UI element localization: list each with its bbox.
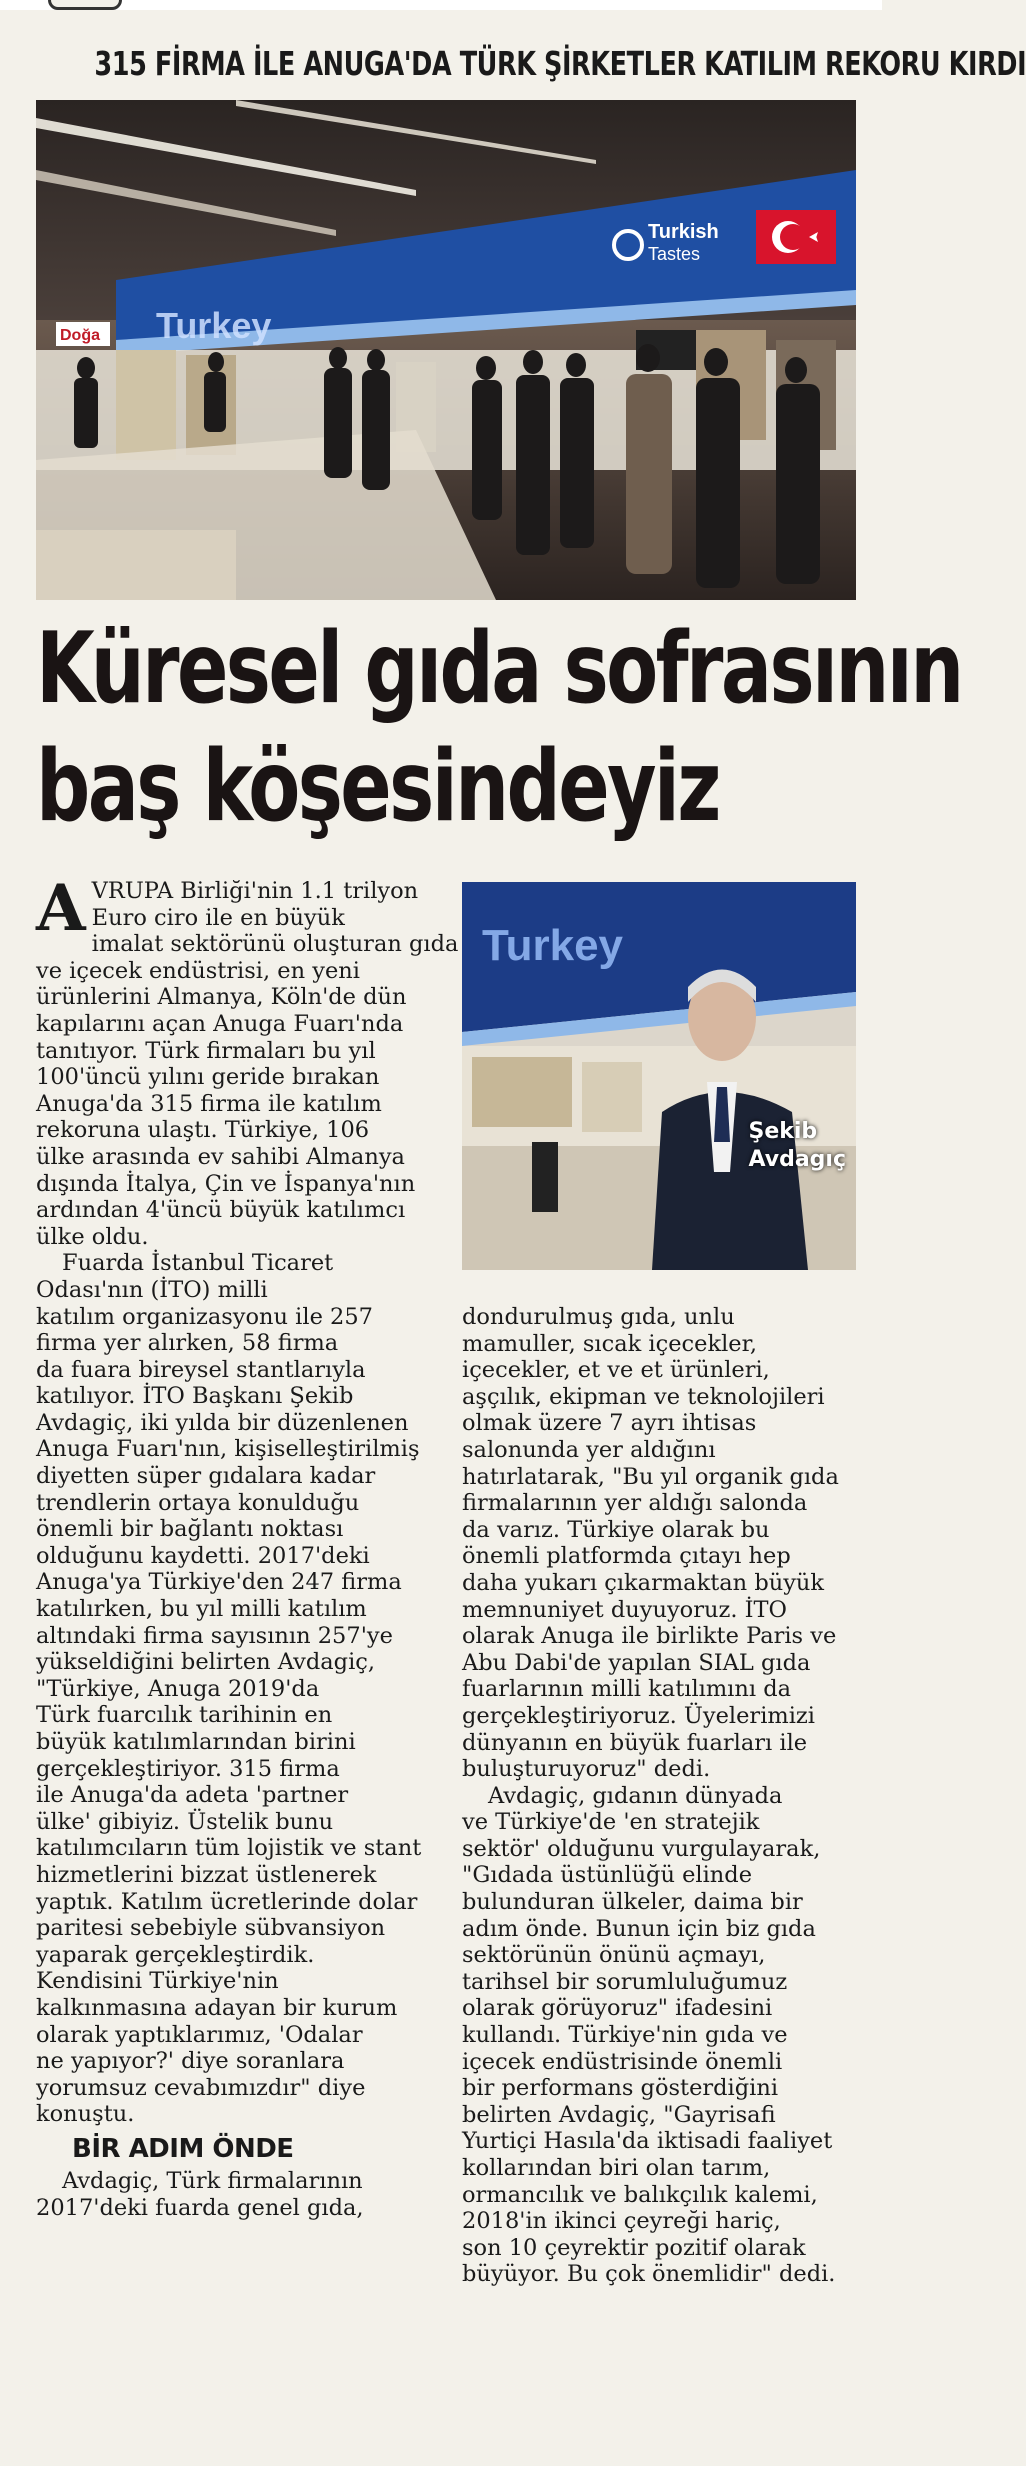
text-line: ülke arasında ev sahibi Almanya	[36, 1143, 405, 1170]
text-line: ardından 4'üncü büyük katılımcı	[36, 1197, 406, 1224]
text-line: katılıyor. İTO Başkanı Şekib	[36, 1383, 354, 1410]
text-line: kollarından biri olan tarım,	[462, 2155, 771, 2181]
text-line: Anuga Fuarı'nın, kişiselleştirilmiş	[36, 1436, 420, 1463]
text-line: ve içecek endüstrisi, en yeni	[36, 957, 360, 984]
text-line: yorumsuz cevabımızdır" diye	[36, 2074, 366, 2101]
headline-line-1: Küresel gıda sofrasının	[36, 612, 962, 726]
text-line: da varız. Türkiye olarak bu	[462, 1516, 770, 1543]
column-1-continued	[36, 2168, 456, 2221]
column-2-text	[462, 1304, 858, 2288]
text-line: belirten Avdagiç, "Gayrisafi	[462, 2101, 776, 2128]
text-line: "Türkiye, Anuga 2019'da	[36, 1675, 320, 1702]
text-line: önemli bir bağlantı noktası	[36, 1516, 344, 1543]
text-line: ülke oldu.	[36, 1223, 149, 1250]
text-line: tanıtıyor. Türk firmaları bu yıl	[36, 1037, 376, 1064]
text-line: katılımcıların tüm lojistik ve stant	[36, 1835, 422, 1862]
text-line: Euro ciro ile en büyük	[91, 904, 345, 931]
text-line: altındaki firma sayısının 257'ye	[36, 1622, 393, 1649]
text-line: VRUPA Birliği'nin 1.1 trilyon	[91, 878, 419, 904]
main-photo	[36, 100, 856, 600]
text-line: Yurtiçi Hasıla'da iktisadi faaliyet	[462, 2128, 833, 2155]
text-line: katılım organizasyonu ile 257	[36, 1303, 373, 1330]
text-line: kullandı. Türkiye'nin gıda ve	[462, 2022, 788, 2049]
text-line: hatırlatarak, "Bu yıl organik gıda	[462, 1463, 839, 1490]
drop-cap: A	[36, 871, 86, 946]
text-line: firmalarının yer aldığı salonda	[462, 1490, 808, 1517]
text-line: daha yukarı çıkarmaktan büyük	[462, 1569, 825, 1596]
text-line: kapılarını açan Anuga Fuarı'nda	[36, 1010, 404, 1037]
text-line: olarak yaptıklarımız, 'Odalar	[36, 2021, 363, 2048]
headline-line-2: baş köşesindeyiz	[36, 730, 719, 844]
text-line: olarak görüyoruz" ifadesini	[462, 1995, 773, 2022]
text-line: hizmetlerini bizzat üstlenerek	[36, 1861, 377, 1888]
text-line: büyüyor. Bu çok önemlidir" dedi.	[462, 2261, 836, 2288]
text-line: rekoruna ulaştı. Türkiye, 106	[36, 1117, 370, 1144]
text-line: adım önde. Bunun için biz gıda	[462, 1915, 816, 1942]
text-line: paritesi sebebiyle sübvansiyon	[36, 1915, 386, 1942]
text-line: içecek endüstrisinde önemli	[462, 2048, 783, 2075]
text-line: konuştu.	[36, 2101, 135, 2128]
text-line: gerçekleştiriyoruz. Üyelerimizi	[462, 1702, 815, 1729]
text-line: da fuara bireysel stantlarıyla	[36, 1356, 366, 1383]
text-line: kalkınmasına adayan bir kurum	[36, 1994, 398, 2021]
inset-banner-text: Turkey	[482, 921, 624, 970]
text-line: Anuga'ya Türkiye'den 247 firma	[36, 1569, 402, 1596]
caption-line-1: Şekib	[748, 1119, 818, 1144]
column-1-text	[36, 871, 459, 2128]
headline	[36, 610, 962, 846]
text-line: ile Anuga'da adeta 'partner	[36, 1782, 349, 1809]
text-line: olmak üzere 7 ayrı ihtisas	[462, 1410, 757, 1437]
text-line: katılırken, bu yıl milli katılım	[36, 1596, 367, 1623]
text-line: Türk fuarcılık tarihinin en	[36, 1702, 333, 1729]
text-line: dondurulmuş gıda, unlu	[462, 1304, 735, 1330]
text-line: gerçekleştiriyor. 315 firma	[36, 1755, 340, 1782]
text-line: olduğunu kaydetti. 2017'deki	[36, 1542, 370, 1569]
photo-caption	[748, 1118, 846, 1174]
text-line: ülke' gibiyiz. Üstelik bunu	[36, 1808, 334, 1835]
text-line: bir performans gösterdiğini	[462, 2075, 779, 2102]
text-line: 2017'deki fuarda genel gıda,	[36, 2194, 364, 2221]
text-line: salonunda yer aldığını	[462, 1436, 716, 1463]
text-line: ne yapıyor?' diye soranlara	[36, 2048, 345, 2075]
text-line: mamuller, sıcak içecekler,	[462, 1330, 758, 1357]
text-line: imalat sektörünü oluşturan gıda	[91, 931, 459, 958]
text-line: dünyanın en büyük fuarları ile	[462, 1729, 808, 1756]
body-column-2	[462, 1304, 858, 2288]
text-line: Fuarda İstanbul Ticaret	[62, 1250, 334, 1277]
logo-text-1: Turkish	[648, 221, 719, 243]
fair-hall-illustration	[36, 100, 856, 600]
text-line: ormancılık ve balıkçılık kalemi,	[462, 2181, 818, 2208]
text-line: fuarlarının milli katılımını da	[462, 1676, 792, 1703]
text-line: sektörünün önünü açmayı,	[462, 1942, 766, 1969]
text-line: diyetten süper gıdalara kadar	[36, 1463, 376, 1490]
text-line: 100'üncü yılını geride bırakan	[36, 1064, 380, 1091]
text-line: Avdagiç, gıdanın dünyada	[488, 1782, 783, 1809]
subheading: BİR ADIM ÖNDE	[72, 2133, 294, 2164]
text-line: sektör' olduğunu vurgulayarak,	[462, 1835, 821, 1862]
text-line: trendlerin ortaya konulduğu	[36, 1489, 360, 1516]
text-line: buluşturuyoruz" dedi.	[462, 1756, 711, 1783]
text-line: son 10 çeyrektir pozitif olarak	[462, 2234, 806, 2261]
portrait-illustration	[462, 882, 856, 1270]
doga-sign: Doğa	[60, 327, 100, 344]
banner-text: Turkey	[156, 305, 272, 346]
text-line: tarihsel bir sorumluluğumuz	[462, 1968, 788, 1995]
text-line: aşçılık, ekipman ve teknolojileri	[462, 1383, 825, 1410]
top-edge	[0, 0, 882, 10]
text-line: Anuga'da 315 firma ile katılım	[36, 1090, 382, 1117]
text-line: Avdagiç, iki yılda bir düzenlenen	[36, 1409, 409, 1436]
text-line: 2018'in ikinci çeyreği hariç,	[462, 2208, 781, 2235]
text-line: ürünlerini Almanya, Köln'de dün	[36, 984, 407, 1011]
article-kicker: 315 FİRMA İLE ANUGA'DA TÜRK ŞİRKETLER KATILIM REKORU KIRDI	[94, 44, 1026, 83]
text-line: ve Türkiye'de 'en stratejik	[462, 1809, 760, 1836]
body-column-1	[36, 871, 459, 2221]
caption-line-2: Avdagıç	[748, 1147, 846, 1172]
text-line: yaptık. Katılım ücretlerinde dolar	[36, 1888, 418, 1915]
text-line: memnuniyet duyuyoruz. İTO	[462, 1596, 787, 1623]
text-line: yükseldiğini belirten Avdagiç,	[36, 1649, 376, 1676]
text-line: olarak Anuga ile birlikte Paris ve	[462, 1623, 837, 1650]
inset-photo	[462, 882, 856, 1270]
text-line: büyük katılımlarından birini	[36, 1729, 356, 1755]
text-line: Abu Dabi'de yapılan SIAL gıda	[462, 1649, 811, 1676]
text-line: Avdagiç, Türk firmalarının	[62, 2167, 363, 2194]
page-tab	[48, 0, 122, 10]
text-line: Kendisini Türkiye'nin	[36, 1968, 279, 1995]
text-line: Odası'nın (İTO) milli	[36, 1276, 268, 1303]
text-line: içecekler, et ve et ürünleri,	[462, 1357, 770, 1384]
text-line: yaparak gerçekleştirdik.	[36, 1941, 315, 1968]
text-line: önemli platformda çıtayı hep	[462, 1543, 791, 1570]
text-line: "Gıdada üstünlüğü elinde	[462, 1862, 753, 1889]
logo-text-2: Tastes	[648, 244, 701, 264]
text-line: firma yer alırken, 58 firma	[36, 1330, 339, 1357]
text-line: dışında İtalya, Çin ve İspanya'nın	[36, 1170, 416, 1197]
text-line: bulunduran ülkeler, daima bir	[462, 1889, 803, 1916]
